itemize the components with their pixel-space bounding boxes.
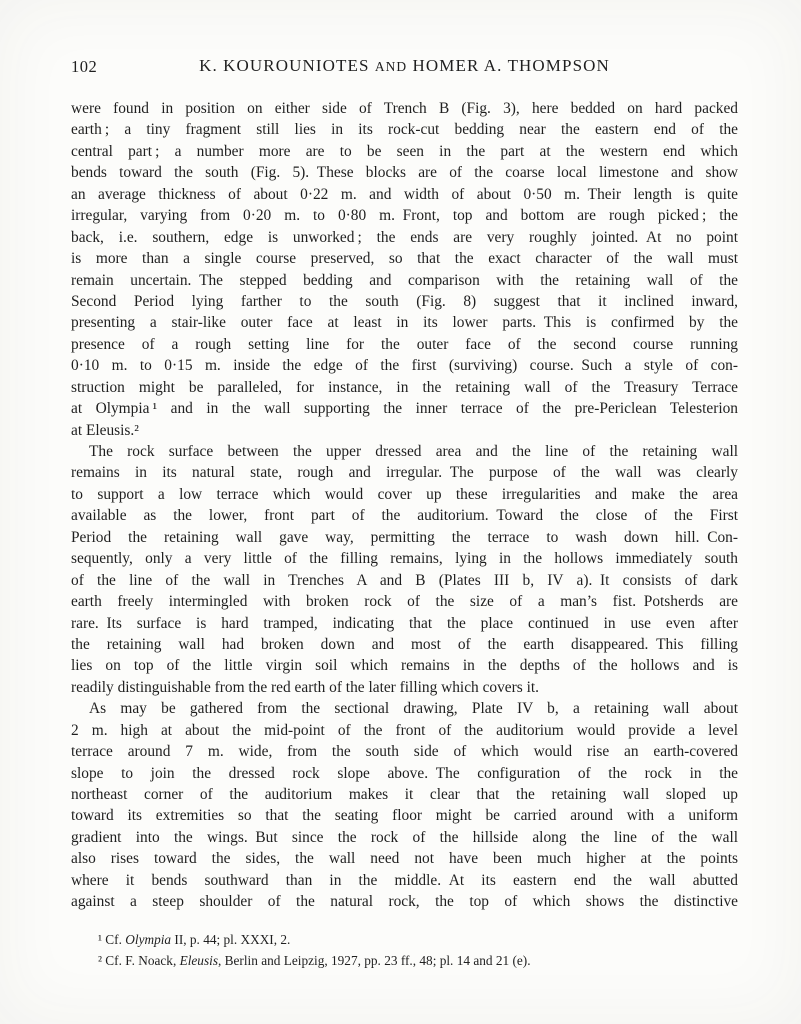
text-line: presenting a stair-like outer face at least in its lower parts. This is confirmed by the: [71, 314, 738, 332]
footnote-1-post: II, p. 44; pl. XXXI, 2.: [171, 931, 291, 947]
text-line: toward its extremities so that the seating floor might be carried around with a uniform: [71, 807, 738, 825]
paragraph-3: [71, 698, 738, 912]
text-line: where it bends southward than in the middle. At its eastern end the wall abutted: [71, 871, 738, 889]
text-line: remain uncertain. The stepped bedding and comparison with the retaining wall of the: [71, 271, 738, 289]
footnote-2-work-title: Eleusis: [179, 953, 219, 969]
footnote-2-post: , Berlin and Leipzig, 1927, pp. 23 ff., 48; pl. 14 and 21 (e).: [218, 953, 531, 969]
text-line: 2 m. high at about the mid-point of the front of the auditorium would provide a level: [71, 721, 738, 739]
footnote-1: [71, 929, 738, 951]
page-content: [71, 56, 738, 972]
text-line: an average thickness of about 0·22 m. and width of about 0·50 m. Their length is quite: [71, 185, 738, 203]
text-line: gradient into the wings. But since the rock of the hillside along the line of the wall: [71, 828, 738, 846]
text-line: terrace around 7 m. wide, from the south side of which would rise an earth-covered: [71, 743, 738, 761]
paragraph-2: [71, 441, 738, 698]
text-line: Period the retaining wall gave way, permitting the terrace to wash down hill. Con-: [71, 528, 738, 546]
header-author-right: HOMER A. THOMPSON: [412, 56, 610, 75]
text-line: also rises toward the sides, the wall need not have been much higher at the points: [71, 850, 738, 868]
text-line: presence of a rough setting line for the outer face of the second course running: [71, 335, 738, 353]
text-line: earth freely intermingled with broken rock of the size of a man’s fist. Potsherds are: [71, 593, 738, 611]
footnote-2-pre: ² Cf. F. Noack,: [98, 953, 180, 969]
text-line: sequently, only a very little of the filling remains, lying in the hollows immediately south: [71, 550, 738, 568]
footnote-1-work-title: Olympia: [125, 931, 172, 947]
page-number: 102: [71, 57, 98, 76]
body-text: [71, 98, 738, 913]
paragraph-1: [71, 98, 738, 441]
text-line: against a steep shoulder of the natural rock, the top of which shows the distinctive: [71, 893, 738, 911]
text-line: rare. Its surface is hard tramped, indicating that the place continued in use even after: [71, 614, 738, 632]
text-line: struction might be paralleled, for instance, in the retaining wall of the Treasury Terrace: [71, 378, 738, 396]
text-line: earth ; a tiny fragment still lies in its rock-cut bedding near the eastern end of the: [71, 121, 738, 139]
footnote-1-pre: ¹ Cf.: [98, 931, 126, 947]
footnotes: [71, 929, 738, 972]
text-line: remains in its natural state, rough and irregular. The purpose of the wall was clearly: [71, 464, 738, 482]
text-line: the retaining wall had broken down and most of the earth disappeared. This filling: [71, 635, 738, 653]
text-line: Second Period lying farther to the south (Fig. 8) suggest that it inclined inward,: [71, 292, 738, 310]
text-line: to support a low terrace which would cover up these irregularities and make the area: [71, 485, 738, 503]
text-line: 0·10 m. to 0·15 m. inside the edge of the first (surviving) course. Such a style of con-: [71, 357, 738, 375]
text-line: were found in position on either side of Trench B (Fig. 3), here bedded on hard packed: [71, 100, 738, 117]
text-line: bends toward the south (Fig. 5). These blocks are of the coarse local limestone and show: [71, 164, 738, 182]
header-conjunction: AND: [374, 59, 408, 74]
text-line: lies on top of the little virgin soil which remains in the depths of the hollows and is: [71, 657, 738, 675]
text-line: at Olympia ¹ and in the wall supporting the inner terrace of the pre-Periclean Telesterion: [71, 400, 738, 418]
text-line: available as the lower, front part of the auditorium. Toward the close of the First: [71, 507, 738, 525]
text-line: readily distinguishable from the red earth of the later filling which covers it.: [71, 678, 539, 696]
text-line: As may be gathered from the sectional drawing, Plate IV b, a retaining wall about: [89, 700, 738, 718]
text-line: central part ; a number more are to be seen in the part at the western end which: [71, 142, 738, 160]
text-line: slope to join the dressed rock slope above. The configuration of the rock in the: [71, 764, 738, 782]
text-line: The rock surface between the upper dressed area and the line of the retaining wall: [89, 443, 738, 460]
text-line: of the line of the wall in Trenches A and B (Plates III b, IV a). It consists of dark: [71, 571, 738, 589]
header-title: [71, 56, 738, 76]
text-line: is more than a single course preserved, so that the exact character of the wall must: [71, 250, 738, 268]
text-line: back, i.e. southern, edge is unworked ; the ends are very roughly jointed. At no point: [71, 228, 738, 246]
header-author-left: K. KOUROUNIOTES: [199, 56, 370, 75]
text-line: irregular, varying from 0·20 m. to 0·80 m. Front, top and bottom are rough picked ; the: [71, 207, 738, 225]
running-header: [71, 56, 738, 78]
text-line: at Eleusis.²: [71, 421, 139, 439]
footnote-2: [71, 950, 738, 972]
text-line: northeast corner of the auditorium makes it clear that the retaining wall sloped up: [71, 786, 738, 803]
